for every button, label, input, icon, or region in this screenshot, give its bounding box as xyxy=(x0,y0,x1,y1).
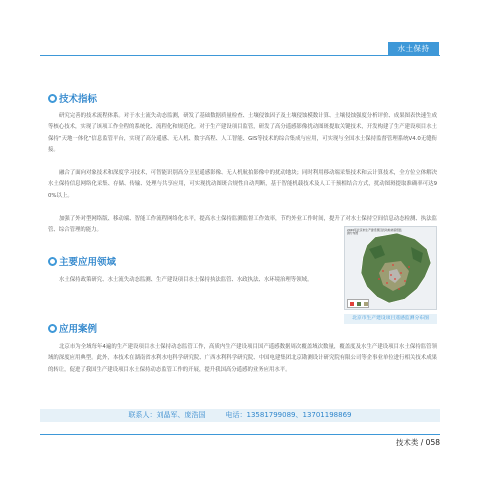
contact-phone: 电话：13581799089、13701198869 xyxy=(225,411,352,419)
contact-bar xyxy=(40,409,440,422)
section-title-app-fields: 主要应用领域 xyxy=(59,257,117,268)
contact-person: 联系人：刘晶军、庞浩国 xyxy=(128,411,206,419)
section-heading-cases xyxy=(48,322,97,334)
map-figure xyxy=(344,226,437,310)
ring-bullet-icon xyxy=(48,257,57,266)
cases-paragraph: 北京市为全域每年4遍的生产建设项目水土保持动态监管工作，高质内生产建设项目国产遥感数据周次覆盖域次数量，覆盖度及水生产建设项目水土保持监管领域的深度应用典型。此外，本技术在湖南省水利水电科学研究院、广西水利科学研究院、中国电建集团北京勘测设计研究院有限公司等企事业单位进行相关技术成果的转让，促进了我国生产建设项目水土保持动态监管工作的开展，提升我国高分遥感的业务应用水平。 xyxy=(48,344,437,373)
tech-paragraph-3: 加强了外对型网络版、移动端、智能工作流程网络化水平，提高水土保持监测监督工作效率，节约外业工作时间，提升了对水土保持空间信息动态检测、执法监管、综合管理的能力。 xyxy=(48,216,437,234)
tech-paragraph-2: 融合了面向对象技术和深度学习技术，可智能识别高分卫星遥感影像、无人机航拍影像中的扰动地块；同时利用移动端采集技术和云计算技术，全方位立体解决水土保持信息网络化采集、存储、传输、处理与共享应用，可实现扰动图斑合规性自动判断，基于智能机载技术及人工干预相结合方式，扰动图斑提取准确率可达90%以上。 xyxy=(48,170,437,199)
ring-bullet-icon xyxy=(48,324,57,333)
map-inner-title: 2020年北京市生产建设项目扰动地块遥感监测分布图 xyxy=(347,228,402,236)
section-title-cases: 应用案例 xyxy=(59,324,98,335)
section-heading-app-fields xyxy=(48,255,116,267)
beijing-map-graphic xyxy=(345,227,437,310)
section-heading-tech xyxy=(48,92,97,104)
map-legend xyxy=(347,299,369,308)
header-divider xyxy=(40,55,440,56)
ring-bullet-icon xyxy=(48,94,57,103)
page-number: 技术类 / 058 xyxy=(395,438,440,447)
map-caption: 北京市生产建设项目遥感监测分布图 xyxy=(344,314,437,324)
app-fields-paragraph: 水土保持政策研究、水土流失动态监测、生产建设项目水土保持执法监管、水政执法、水环境治理等领域。 xyxy=(59,277,313,283)
tech-paragraph-1: 研究完善的技术流程体系。对于水土流失动态监测，研发了基础数据质量检查、土壤侵蚀因子及土壤侵蚀模数计算、土壤侵蚀强度分析评价、成果图表快速生成等核心技术，实现了该项工作全程的系统化、流程化和规范化。对于生产建设项目监管，研发了高分遥感影像扰动图斑提取关键技术，开发构建了生产建设项目水土保持“天地一体化”信息监管平台，实现了高分遥感、无人机、数字高程、人工智能、GIS等技术的综合集成与应用，可实现与全国水土保持监督管理系统V4.0无缝衔接。 xyxy=(48,113,437,154)
section-title-tech: 技术指标 xyxy=(59,94,98,105)
category-tab: 水土保持 xyxy=(388,42,439,56)
footer-divider xyxy=(40,434,440,435)
